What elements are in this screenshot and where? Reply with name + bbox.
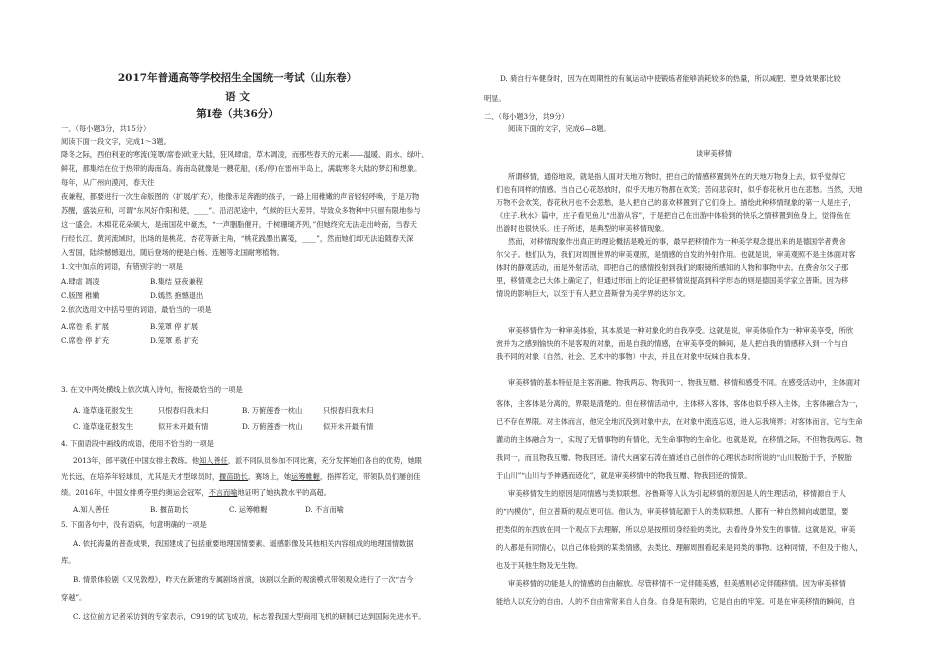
q5-option-d-cont: 明显。 <box>484 94 506 103</box>
q3-option-b[interactable]: B. 万俯莲香一枕山 <box>242 406 303 415</box>
exam-title: 2017年普通高等学校招生全国统一考试（山东卷） <box>117 72 358 84</box>
article-line: 客体，主客体是分离的，界限是清楚的。但在移情活动中，主体移入客体，客体也似乎移入主体，主客体融合为一， <box>496 399 863 408</box>
article-line: 所谓移情，通俗地说，就是指人面对天地万物时，把自己的情感移置到外在的天地万物身上去，似乎觉得它 <box>508 172 846 181</box>
q5-option-a[interactable]: A. 依托海量的普查成果，我国建成了包括重要地理国情要素、遥感影像及其他相关内容组成的地理国情数据 <box>73 539 414 548</box>
article-line: 的人都是有同情心，以自己体验到的某类情感，去类比、理解周围看起来是同类的事物。这种同情，不但及于他人， <box>496 543 863 552</box>
article-line: 然而，对移情现象作出真正的理论概括是晚近的事，最早把移情作为一种美学观念提出来的是德国学者费舍 <box>508 237 846 246</box>
q5-option-b[interactable]: B. 情景体验剧《又见敦煌》，昨天在新建的专属剧场首演，该剧以全新的观演模式带领观众进行了一次“吉今 <box>73 575 414 584</box>
q4-paragraph-line <box>61 472 420 482</box>
article-line: 我不同的对象（自然、社会、艺术中的事物）中去，并且在对象中玩味自我本身。 <box>496 352 755 361</box>
q4-text: 地证明了她执教水平的高超。 <box>237 488 331 497</box>
article-line: 万物不会欢笑，春花秋月也不会悲愁，是人把自己的喜欢移置到了它们身上。描绘此种移情现象的第一人是庄子， <box>496 198 856 207</box>
passage-line: 行经长江、黄河流域时，出场的是桃花、杏花等新主角，“桃花践墨出翼笺，____”，然而她们却无法追随春天深 <box>61 234 414 243</box>
question-5-stem: 5. 下面各句中，没有语病，句意明确的一项是 <box>61 520 207 529</box>
q2-option-a[interactable]: A.席卷 系 扩展 <box>61 322 109 331</box>
q4-text: 2013年，郎平就任中国女排主教练。他 <box>73 456 200 465</box>
part-title: 第Ⅰ卷（共36分） <box>196 108 279 120</box>
q5-option-d[interactable]: D. 骑自行车健身时，因为在周期性的有氧运动中使锻炼者能够消耗较多的热量，所以减肥、塑身效果都比较 <box>500 74 841 83</box>
article-line: 里，移情观念已大体上确定了，但通过形而上的论证把移情说提高到科学形态的则是德国美学家立普斯。因为移 <box>496 276 849 285</box>
q3-a-line2: 只恨春归我未归 <box>158 406 209 415</box>
question-1-stem: 1.文中加点的词语，有错别字的一项是 <box>61 262 183 271</box>
article-line: 也及于其他生物及无生物。 <box>496 561 583 570</box>
section-heading: 二、（每小题3分，共9分） <box>484 112 569 121</box>
subject-title: 语 文 <box>225 91 250 103</box>
q4-text: 光长远，在培养年轻球员，尤其是天才型球员时， <box>61 472 220 481</box>
q2-option-d[interactable]: D.笼罩 系 扩充 <box>150 336 199 345</box>
q4-option-c[interactable]: C. 运筹帷幄 <box>229 505 268 514</box>
q1-option-b[interactable]: B.集结 昼夜兼程 <box>150 277 203 286</box>
q4-option-d[interactable]: D. 不言而喻 <box>305 505 344 514</box>
q3-option-c[interactable]: C. 逢草逢花报发生 <box>73 422 134 431</box>
section-heading: 一、（每小题3分，共15分） <box>61 124 151 133</box>
q4-text: ，指挥若定，带领队员们屡创佳 <box>319 472 421 481</box>
article-line: 我同一，而且物我互赠、物我回还。清代大画家石涛在描述自己创作的心理状态时所说的“山川脱胎于予，予脱胎 <box>496 453 852 462</box>
q3-d-line2: 似开未开最有情 <box>323 422 374 431</box>
question-3-stem: 3. 在文中两处横线上依次填入诗句，衔接最恰当的一项是 <box>61 385 243 394</box>
passage-line: 入雪国，陆续憾憾退出，随后登场的便是白杨、连翘等北国耐寒植物。 <box>61 248 284 257</box>
passage-line: 鲜花，都集结在位于热带的海南岛。海南岛就像是一艘花船，(系/停)在雷州半岛上，满载寒冬大陆的梦幻和想象。 <box>61 164 422 173</box>
article-line: 出游时也很快乐。庄子所述，是典型的审美移情现象。 <box>496 224 669 233</box>
q4-idiom-b: 揠苗助长 <box>219 472 248 481</box>
instruction: 阅读下面一段文字，完成1～3题。 <box>61 137 171 146</box>
article-line: 体时的静观活动，而是外射活动，即把自己的感情投射到我们的眼镜所感知的人物和事物中去。在费舍尔父子那 <box>496 263 849 272</box>
passage-line: 苏醒，盛装应和，可谓“东风好作阳和使，____”。沿沼泥途中，气候的巨大差异，导致众多物种中只留有限地参与 <box>61 206 421 215</box>
question-4-stem: 4. 下面语段中画线的成语，使用不恰当的一项是 <box>61 439 214 448</box>
passage-line: 这一盛会。木棉花花朵硕大，是南国花中豪杰，“一声胭脂催开，千树珊瑚齐列，”但她终究无法走出岭南，当春天 <box>61 220 417 229</box>
article-line: 审美移情作为一种审美体验，其本质是一种对象化的自我享受。这就是说，审美体验作为一种审美享受，所欣 <box>508 326 854 335</box>
article-line: 能给人以充分的自由。人的不自由常常来自人自身。自身是有限的，它是自由的牢笼。可是在审美移情的瞬间，自 <box>496 597 856 606</box>
q1-option-a[interactable]: A.肆虐 凋凌 <box>61 277 100 286</box>
article-line: 们也有同样的情感。当自己心花怒放时，似乎天地万物都在欢笑；苦闷悲哀时，似乎春花秋月也在悲愁。当然，天地 <box>496 185 863 194</box>
article-line: 的“内模仿”，但立普斯的观点更可信。他认为，审美移情起源于人的类似联想。人都有一种自然倾向或愿望，要 <box>496 507 849 516</box>
q4-idiom-c: 运筹帷幄 <box>291 472 320 481</box>
article-line: 赏并为之感到愉快的不是客观的对象，而是自我的情感，在审美享受的瞬间，是人把自我的情感移入到一个与自 <box>496 339 849 348</box>
q5-option-b-cont: 穿越”。 <box>61 593 87 602</box>
passage-line: 夜兼程，都要进行一次生命版图的（扩展/扩充），他像赤足奔跑的孩子，一路上用稚嫩的声音轻轻呼唤，于是万物 <box>61 192 420 201</box>
article-line: 尔父子。他们认为，我们对周围世界的审美观照，是情感的自发的外射作用。也就是说，审美观照不是主体面对客 <box>496 250 856 259</box>
q4-text: 绩。2016年，中国女排勇夺里约奥运会冠军， <box>61 488 209 497</box>
q4-paragraph-line <box>73 456 422 466</box>
article-line: 已不存在界限。对主体而言，他完全地沉没到对象中去，在对象中流连忘返，进入忘我境界；对客体而言，它与生命 <box>496 417 863 426</box>
q3-c-line2: 似开未开最有情 <box>158 422 209 431</box>
article-line: 情说的影响巨大，以至于有人把立普斯誉为美学界的达尔文。 <box>496 289 691 298</box>
q3-a-line1: A. 逢草逢花报发生 <box>73 406 134 415</box>
q2-option-c[interactable]: C.席卷 停 扩充 <box>61 336 110 345</box>
article-line: 《庄子.秋水》篇中，庄子看见鱼儿“出游从容”，于是把自己在出游中体验到的快乐之情移置到鱼身上，觉得鱼在 <box>496 211 851 220</box>
article-line: 审美移情发生的原因是同情感与类似联想。谷鲁斯等人认为引起移情的原因是人的生理活动，移情源自于人 <box>508 489 846 498</box>
q5-option-a-cont: 库。 <box>61 556 76 565</box>
q4-paragraph-line <box>61 488 331 498</box>
article-line: 于山川”“山川与予神遇而迹化”，就是审美移情中的物我互赠、物我回还的情景。 <box>496 471 752 480</box>
passage-line: 每年，从广州向漠河，春天往 <box>61 178 155 187</box>
passage-line: 降冬之际，西伯利亚的寒流(笼罩/席卷)欧亚大陆，狂风肆虐，草木凋凌，而那些春天的元素——温暖、雨水、绿叶、 <box>61 150 429 159</box>
q4-idiom-d: 不言而喻 <box>208 488 238 497</box>
instruction: 阅读下面的文字，完成6—8题。 <box>508 124 611 133</box>
article-line: 灌动的主体融合为一，实现了无情事物的有情化，无生命事物的生命化。也就是说，在移情之际，不但物我两忘、物 <box>496 435 863 444</box>
q4-option-a[interactable]: A.知人善任 <box>73 505 110 514</box>
q4-idiom-a: 知人善任 <box>199 456 228 465</box>
q3-b-line2: 只恨春归我未归 <box>323 406 374 415</box>
q1-option-d[interactable]: D.嫣然 抱憾退出 <box>150 291 204 300</box>
article-title: 谈审美移情 <box>696 149 732 158</box>
article-line: 审美移情的基本特征是主客消融、物我两忘、物我同一、物我互赠、移情和感受不同。在感受活动中，主体面对 <box>508 378 861 387</box>
article-line: 审美移情的功能是人的情感的自由解放。尽管移情不一定伴随美感，但美感则必定伴随移情。因为审美移情 <box>508 579 846 588</box>
q3-option-a[interactable] <box>73 406 133 416</box>
q4-text: ，派不同队员参加不同比赛，充分发挥她们各自的优势，她眼 <box>227 456 422 465</box>
q1-option-c[interactable]: C.版图 稚嫩 <box>61 291 100 300</box>
article-line: 把类似的东西放在同一个观点下去理解，所以总是按照切身经验的类比，去看待身外发生的事情。这就是说，审美 <box>496 525 856 534</box>
q2-option-b[interactable]: B.笼罩 停 扩展 <box>150 322 199 331</box>
question-2-stem: 2.依次选用文中括号里的词语，最恰当的一项是 <box>61 305 212 314</box>
q5-option-c[interactable]: C. 这位前方记者采访到的专家表示，C919的试飞成功，标志着我国大型商用飞机的研制已达到国际先进水平。 <box>73 612 426 621</box>
q4-text: ，赛场上，她 <box>247 472 292 481</box>
q3-option-d[interactable]: D. 万俯莲香一枕山 <box>242 422 303 431</box>
q4-option-b[interactable]: B. 揠苗助长 <box>150 505 189 514</box>
